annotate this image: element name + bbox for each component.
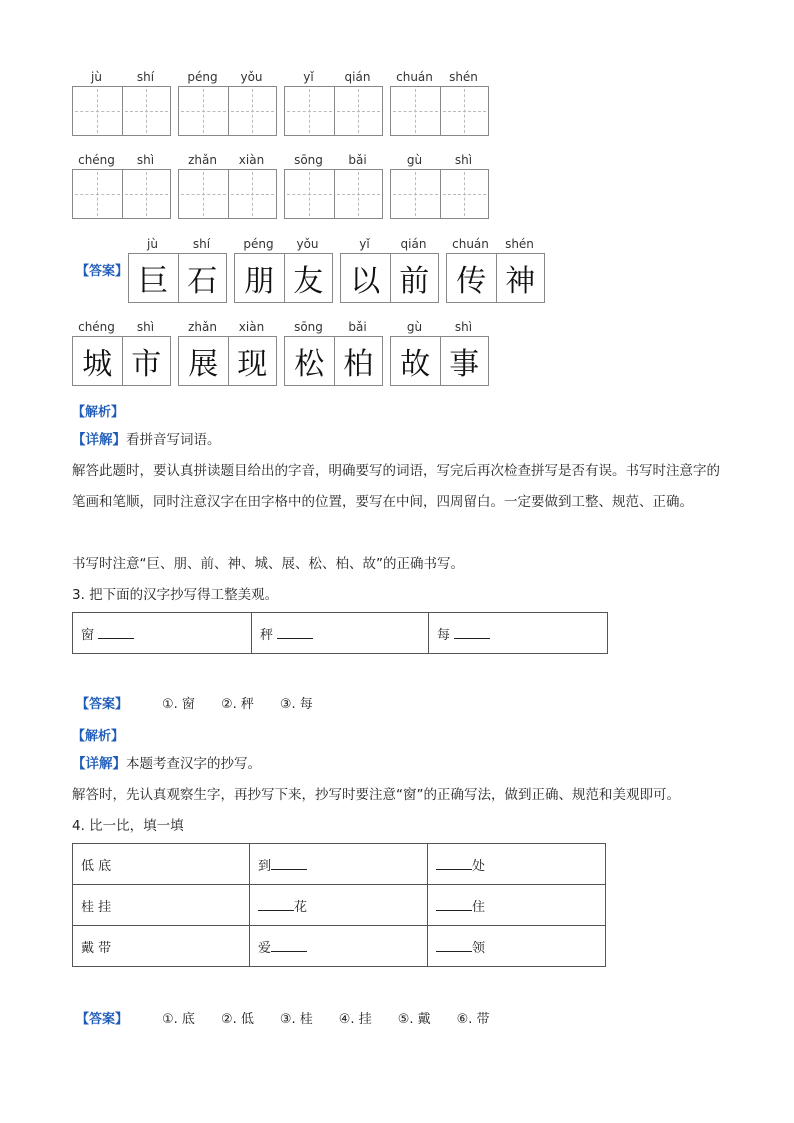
pinyin-word-box: [284, 318, 383, 386]
pinyin-label: shì: [136, 153, 155, 167]
copy-char: 秤: [260, 627, 274, 643]
blank[interactable]: [98, 626, 134, 639]
pinyin-label: zhǎn: [188, 153, 217, 167]
answer-character: 朋: [244, 264, 275, 299]
tianzige-cell[interactable]: [228, 170, 277, 218]
char-pair: 桂 挂: [73, 885, 250, 926]
pinyin-word-box: [446, 235, 545, 303]
tianzige-cell[interactable]: [285, 87, 334, 135]
pinyin-label: chéng: [78, 320, 115, 334]
pinyin-label: chuán: [452, 237, 489, 251]
answer-item: ⑤. 戴: [397, 1012, 431, 1027]
pinyin-label: qián: [344, 70, 371, 84]
pinyin-label: yǒu: [240, 70, 263, 84]
table-row: [73, 885, 606, 926]
char-pair: 戴 带: [73, 926, 250, 967]
pinyin-label: xiàn: [238, 320, 265, 334]
answer-character: 故: [400, 347, 431, 382]
pinyin-label: shén: [449, 70, 478, 84]
fill-cell-left: [250, 926, 428, 967]
answer-character: 松: [294, 347, 325, 382]
answer-item: ③. 每: [279, 697, 313, 712]
table-row: [73, 844, 606, 885]
detail-text: 看拼音写词语。: [126, 432, 221, 448]
tianzige-cell[interactable]: [285, 170, 334, 218]
pinyin-word-box: [72, 151, 171, 219]
pinyin-label: bǎi: [348, 320, 367, 334]
pinyin-word-box: [72, 318, 171, 386]
tianzige-cell[interactable]: [440, 170, 489, 218]
answer-character: 神: [505, 264, 536, 299]
copy-char: 每: [437, 627, 451, 643]
fill-cell-right: [428, 926, 606, 967]
tianzige-cell[interactable]: [179, 170, 228, 218]
pinyin-label: gù: [406, 320, 423, 334]
pinyin-label: sōng: [294, 153, 323, 167]
pinyin-label: péng: [187, 70, 218, 84]
blank[interactable]: [436, 939, 472, 952]
copy-cell-1: [73, 613, 252, 654]
copy-cell-3: [429, 613, 608, 654]
tianzige-cell: [284, 254, 333, 302]
tianzige-cell: [496, 254, 545, 302]
tianzige-cell: [390, 254, 439, 302]
blank[interactable]: [454, 626, 490, 639]
answer-character: 以: [350, 264, 381, 299]
answer-character: 城: [82, 347, 113, 382]
q3-analysis-paragraph: 解答时，先认真观察生字，再抄写下来，抄写时要注意“窗”的正确写法，做到正确、规范和美观即可。: [72, 787, 680, 803]
pinyin-label: qián: [400, 237, 427, 251]
pinyin-word-box: [390, 68, 489, 136]
pinyin-word-box: [284, 151, 383, 219]
word-part: 住: [472, 899, 486, 915]
pinyin-label: yǐ: [303, 70, 314, 84]
answer-grid-row-2: [72, 318, 496, 386]
answer-item: ③. 桂: [279, 1012, 313, 1027]
question-grid-row-1: [72, 68, 496, 136]
pinyin-word-box: [178, 318, 277, 386]
tianzige-cell[interactable]: [228, 87, 277, 135]
word-part: 处: [472, 858, 486, 874]
analysis-paragraph-1: 解答此题时，要认真拼读题目给出的字音，明确要写的词语，写完后再次检查拼写是否有误。书写时注意字的笔画和笔顺，同时注意汉字在田字格中的位置，要写在中间，四周留白。一定要做到工整、规范、正确。: [72, 463, 720, 510]
answer-item: ⑥. 带: [456, 1012, 490, 1027]
q4-answer-label: 【答案】: [76, 1012, 129, 1027]
char-pair: 低 底: [73, 844, 250, 885]
answer-character: 传: [456, 264, 487, 299]
blank[interactable]: [258, 898, 294, 911]
tianzige-cell: [73, 337, 122, 385]
answer-character: 事: [449, 347, 480, 382]
pinyin-label: yǐ: [359, 237, 370, 251]
tianzige-cell[interactable]: [440, 87, 489, 135]
question-grid-row-2: [72, 151, 496, 219]
word-part: 花: [294, 899, 308, 915]
blank[interactable]: [271, 939, 307, 952]
copy-char: 窗: [81, 627, 95, 643]
pinyin-label: gù: [406, 153, 423, 167]
blank[interactable]: [277, 626, 313, 639]
fill-cell-left: [250, 844, 428, 885]
tianzige-cell: [440, 337, 489, 385]
q3-answer-line: [76, 693, 339, 712]
blank[interactable]: [436, 857, 472, 870]
detail-text: 本题考查汉字的抄写。: [126, 756, 261, 772]
answer-item: ②. 秤: [220, 697, 254, 712]
pinyin-word-box: [178, 68, 277, 136]
tianzige-cell: [285, 337, 334, 385]
answer-item: ④. 挂: [338, 1012, 372, 1027]
pinyin-label: bǎi: [348, 153, 367, 167]
pinyin-word-box: [178, 151, 277, 219]
pinyin-word-box: [390, 151, 489, 219]
pinyin-label: shén: [505, 237, 534, 251]
answer-grid-row-1: [128, 235, 552, 303]
pinyin-word-box: [234, 235, 333, 303]
tianzige-cell[interactable]: [391, 87, 440, 135]
pinyin-label: jù: [147, 237, 158, 251]
pinyin-label: zhǎn: [188, 320, 217, 334]
q4-answer-line: [76, 1008, 516, 1027]
tianzige-cell[interactable]: [122, 87, 171, 135]
answer-character: 市: [131, 347, 162, 382]
answer-character: 巨: [138, 264, 169, 299]
word-part: 到: [258, 858, 272, 874]
tianzige-cell[interactable]: [334, 87, 383, 135]
copy-cell-2: [252, 613, 429, 654]
tianzige-cell[interactable]: [179, 87, 228, 135]
q3-detail: [72, 749, 722, 780]
tianzige-cell: [235, 254, 284, 302]
fill-cell-right: [428, 885, 606, 926]
pinyin-label: shì: [136, 320, 155, 334]
tianzige-cell[interactable]: [73, 87, 122, 135]
tianzige-cell: [447, 254, 496, 302]
pinyin-word-box: [284, 68, 383, 136]
pinyin-label: shí: [192, 237, 211, 251]
pinyin-label: shì: [454, 320, 473, 334]
q3-analysis-label: 【解析】: [72, 729, 125, 744]
answer-character: 展: [188, 347, 219, 382]
answer-character: 柏: [343, 347, 374, 382]
fill-cell-left: [250, 885, 428, 926]
pinyin-label: yǒu: [296, 237, 319, 251]
tianzige-cell: [391, 337, 440, 385]
blank[interactable]: [271, 857, 307, 870]
table-row: [73, 926, 606, 967]
answer-item: ②. 低: [220, 1012, 254, 1027]
compare-table: [72, 843, 606, 967]
question-4-title: 4. 比一比，填一填: [72, 818, 184, 834]
answer-character: 友: [293, 264, 324, 299]
tianzige-cell: [122, 337, 171, 385]
pinyin-label: jù: [91, 70, 102, 84]
pinyin-word-box: [340, 235, 439, 303]
pinyin-label: shì: [454, 153, 473, 167]
answer-item: ①. 底: [162, 1012, 195, 1027]
tianzige-cell: [178, 254, 227, 302]
answer-character: 前: [399, 264, 430, 299]
detail-tag: 【详解】: [72, 432, 126, 448]
pinyin-label: shí: [136, 70, 155, 84]
tianzige-cell: [341, 254, 390, 302]
tianzige-cell: [334, 337, 383, 385]
pinyin-label: péng: [243, 237, 274, 251]
pinyin-label: chuán: [396, 70, 433, 84]
tianzige-cell: [228, 337, 277, 385]
pinyin-label: sōng: [294, 320, 323, 334]
tianzige-cell[interactable]: [122, 170, 171, 218]
q3-answer-label: 【答案】: [76, 697, 129, 712]
pinyin-label: chéng: [78, 153, 115, 167]
blank[interactable]: [436, 898, 472, 911]
answer-label: 【答案】: [76, 264, 129, 279]
question-3-title: 3. 把下面的汉字抄写得工整美观。: [72, 587, 279, 603]
tianzige-cell[interactable]: [391, 170, 440, 218]
detail-tag: 【详解】: [72, 756, 126, 772]
analysis-detail: [72, 425, 722, 456]
fill-cell-right: [428, 844, 606, 885]
tianzige-cell: [179, 337, 228, 385]
pinyin-word-box: [128, 235, 227, 303]
pinyin-word-box: [390, 318, 489, 386]
analysis-paragraph-2: 书写时注意“巨、朋、前、神、城、展、松、柏、故”的正确书写。: [72, 556, 464, 572]
tianzige-cell: [129, 254, 178, 302]
answer-character: 石: [187, 264, 218, 299]
answer-character: 现: [237, 347, 268, 382]
answer-item: ①. 窗: [162, 697, 195, 712]
analysis-label: 【解析】: [72, 405, 125, 420]
tianzige-cell[interactable]: [73, 170, 122, 218]
word-part: 爱: [258, 940, 272, 956]
pinyin-word-box: [72, 68, 171, 136]
copy-table: [72, 612, 608, 654]
word-part: 领: [472, 940, 486, 956]
tianzige-cell[interactable]: [334, 170, 383, 218]
pinyin-label: xiàn: [238, 153, 265, 167]
